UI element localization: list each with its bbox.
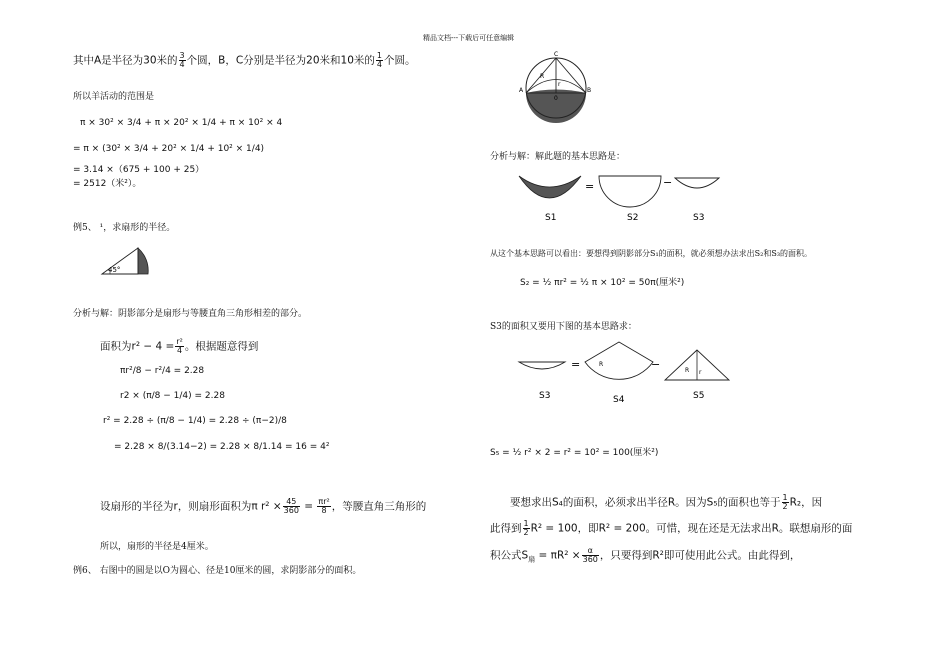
label-s3: S3 (693, 213, 705, 223)
area-statement-part-1: 面积为r² − 4 = (100, 340, 175, 353)
label-c: C (554, 51, 559, 58)
equation-line-4: = 2512（米²）。 (73, 179, 142, 189)
paragraph-line-3 (490, 547, 800, 564)
label-o: 0 (554, 95, 558, 102)
decomposition-diagram-1 (515, 168, 725, 224)
fraction-three-quarters: $\frac{3}{4}$ (179, 51, 185, 69)
p3-subscript: 扇 (528, 555, 536, 564)
label-r: r (558, 81, 561, 88)
p3-part-1: 积公式S (490, 549, 529, 562)
label-r-height: r (699, 369, 702, 376)
setup-part-1: 设扇形的半径为r，则扇形面积为π r² × (100, 500, 282, 513)
fraction-pr2-over-8: $\frac{\text{πr²}}{8}$ (318, 497, 330, 515)
area-statement-part-2: 。根据题意得到 (184, 340, 259, 353)
example-6-title: 例6、 右图中的圆是以O为圆心、径是10厘米的圆，求阴影部分的面积。 (73, 566, 362, 576)
label-a: A (519, 87, 524, 94)
p1-part-2: R₂，因 (789, 496, 823, 509)
label-s2: S2 (627, 213, 639, 223)
circle-figure (514, 48, 598, 128)
page-header: 精品文档---下载后可任意编辑 (423, 34, 515, 42)
equation-line-2: = π × (30² × 3/4 + 20² × 1/4 + 10² × 1/4) (73, 144, 265, 154)
fraction-45-over-360: $\frac{45}{360}$ (283, 497, 299, 515)
s2-equation: S₂ = ½ πr² = ½ π × 10² = 50π(厘米²) (520, 278, 685, 288)
p3-part-3: ，只要得到R²即可使用此公式。由此得到， (599, 549, 801, 562)
example-6-analysis: 分析与解：解此题的基本思路是： (490, 152, 626, 162)
p3-part-2: = πR² × (535, 549, 581, 562)
example-5-conclusion: 所以，扇形的半径是4厘米。 (100, 542, 214, 552)
paragraph-line-2 (490, 520, 852, 537)
math-step-4: = 2.28 × 8/(3.14−2) = 2.28 × 8/1.14 = 16 = 4² (114, 442, 330, 452)
p2-part-1: 此得到 (490, 522, 522, 535)
label-s4: S4 (613, 395, 625, 402)
example-5-title: 例5、 ¹，求扇形的半径。 (73, 223, 176, 233)
equation-line-3: = 3.14 ×（675 + 100 + 25） (73, 165, 205, 175)
fraction-alpha-360: $\frac{\alpha}{360}$ (582, 546, 598, 564)
label-s5: S5 (693, 391, 705, 401)
range-intro: 所以羊活动的范围是 (73, 92, 155, 102)
setup-statement: 设扇形的半径为r，则扇形面积为π r² × $\frac{45}{360}$ = $\frac{\text{πr²}}{8}$ ，等腰直角三角形的 (100, 497, 427, 515)
intro-part-3: 个圆。 (384, 54, 416, 67)
math-step-1: πr²/8 − r²/4 = 2.28 (120, 366, 205, 376)
p1-part-1: 要想求出S₄的面积，必须求出半径R。因为S₅的面积也等于 (510, 496, 781, 509)
equals-sign-2: = (571, 358, 581, 371)
sector-triangle-figure (100, 246, 158, 278)
area-statement (100, 338, 258, 355)
label-R: R (540, 73, 545, 80)
decomposition-diagram-2 (515, 340, 735, 402)
minus-sign: − (663, 176, 673, 189)
fraction-one-quarter: $\frac{1}{4}$ (376, 51, 382, 69)
label-s3-b: S3 (539, 391, 551, 401)
label-r-triangle: R (685, 367, 690, 374)
example-5-analysis: 分析与解：阴影部分是扇形与等腰直角三角形相差的部分。 (73, 309, 308, 319)
paragraph-line-1 (510, 494, 822, 511)
label-s1: S1 (545, 213, 557, 223)
setup-part-2: ，等腰直角三角形的 (331, 500, 427, 513)
fraction-half-2: $\frac{1}{2}$ (523, 519, 529, 537)
intro-part-2: 个圆，B，C分别是半径为20米和10米的 (186, 54, 375, 67)
label-b: B (587, 87, 592, 94)
equals-sign: = (585, 180, 595, 193)
s3-intro: S3的面积又要用下图的基本思路求： (490, 322, 637, 332)
minus-sign-2: − (651, 358, 661, 371)
math-step-2: r2 × (π/8 − 1/4) = 2.28 (120, 391, 225, 401)
fraction-r2-over-4: $\frac{\text{r²}}{4}$ (176, 337, 183, 355)
p2-part-2: R² = 100，即R² = 200。可惜，现在还是无法求出R。联想扇形的面 (530, 522, 853, 535)
sheep-area-intro (73, 52, 416, 69)
math-step-3: r² = 2.28 ÷ (π/8 − 1/4) = 2.28 ÷ (π−2)/8 (103, 416, 287, 426)
equation-line-1: π × 30² × 3/4 + π × 20² × 1/4 + π × 10² × 4 (80, 118, 283, 128)
s5-equation: S₅ = ½ r² × 2 = r² = 10² = 100(厘米²) (490, 448, 659, 458)
angle-label: 45° (108, 266, 121, 274)
idea-explanation: 从这个基本思路可以看出：要想得到阴影部分S₁的面积，就必须想办法求出S₂和S₃的面积。 (490, 249, 813, 258)
intro-part-1: 其中A是半径为30米的 (73, 54, 178, 67)
fraction-half-1: $\frac{1}{2}$ (782, 493, 788, 511)
label-r-sector: R (599, 361, 604, 368)
